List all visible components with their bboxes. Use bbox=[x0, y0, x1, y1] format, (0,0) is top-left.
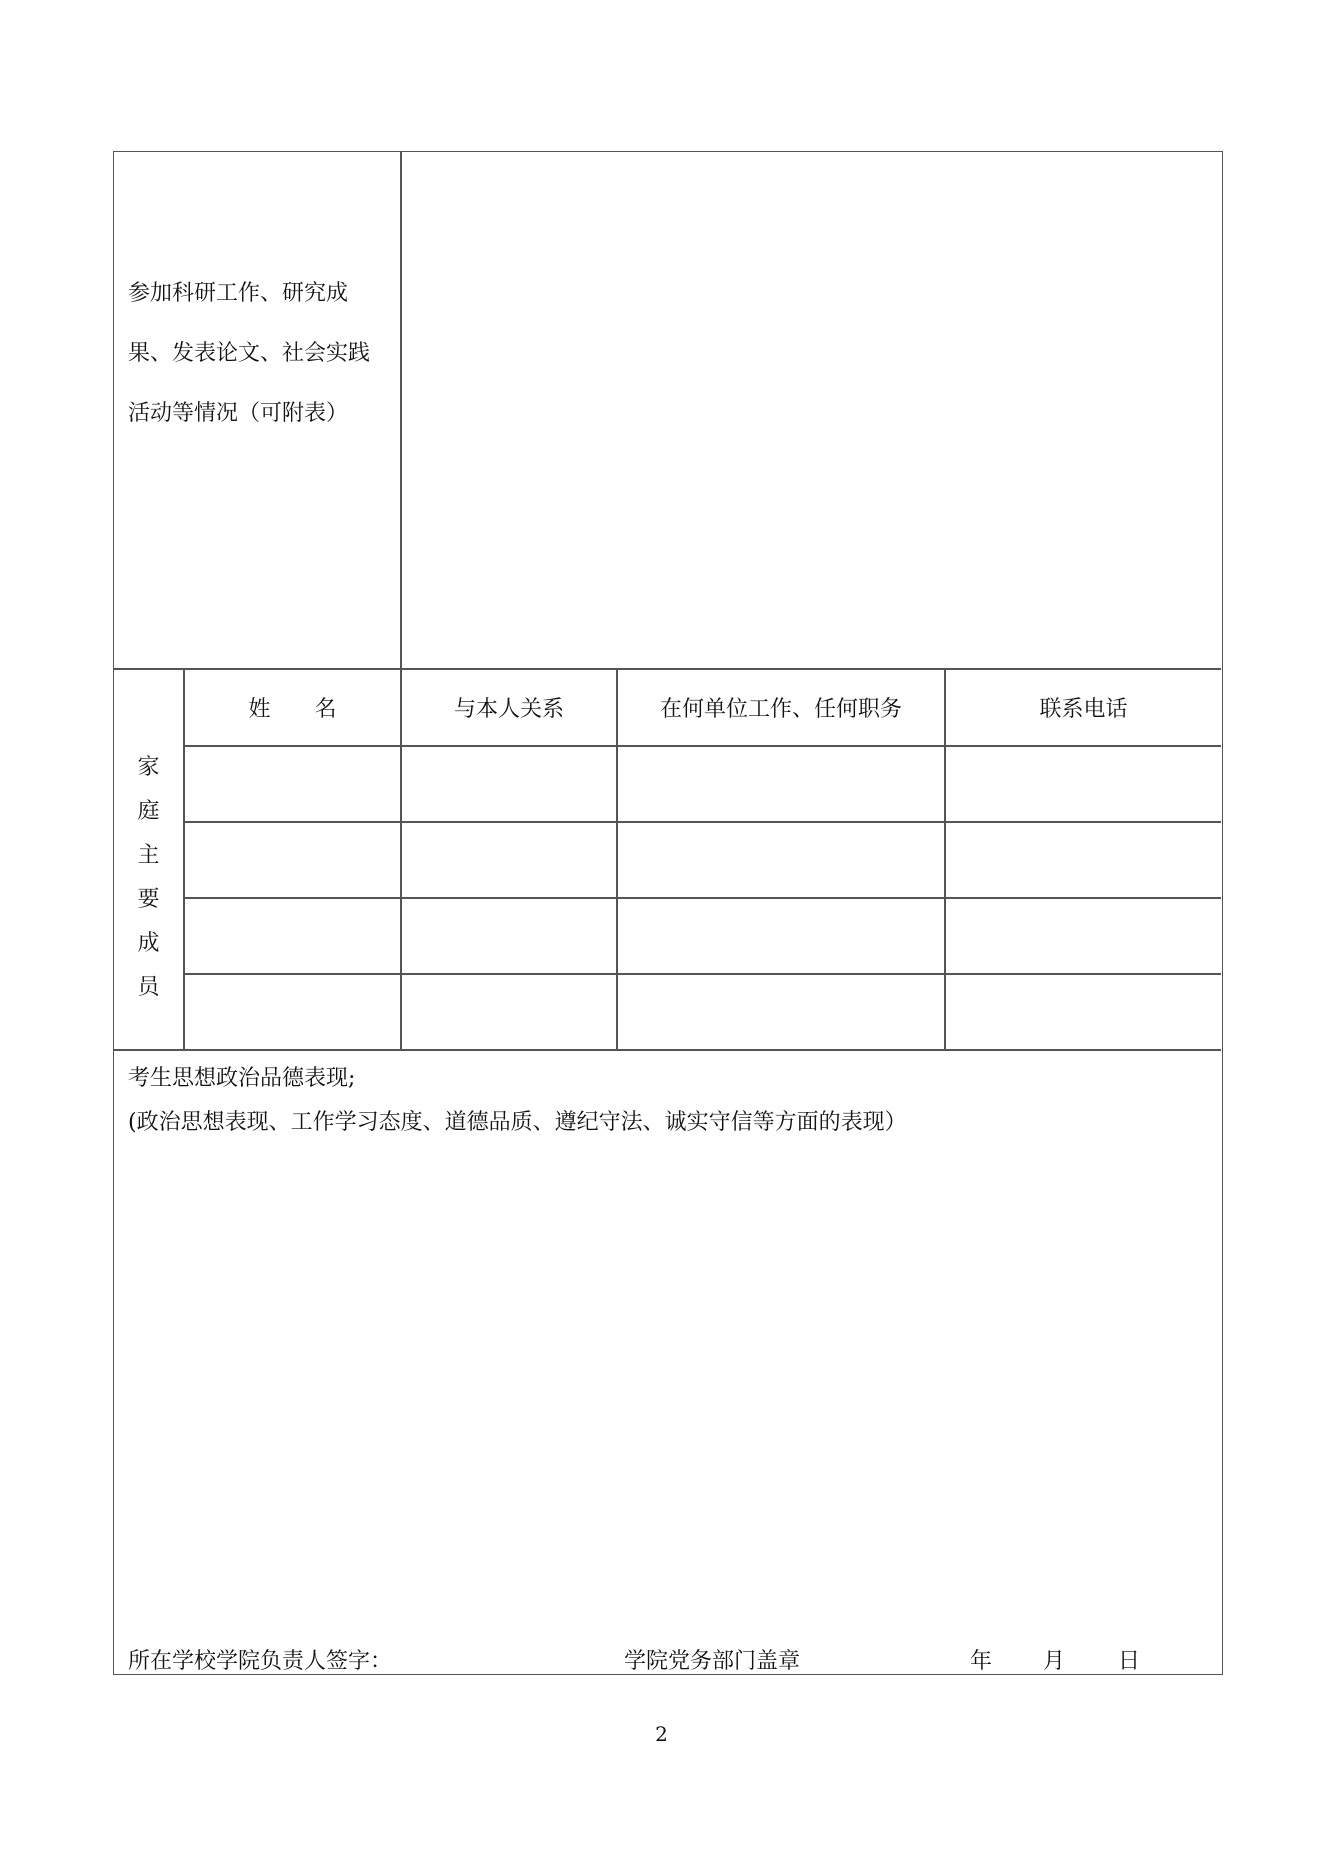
family-row-1-relation-cell[interactable] bbox=[402, 747, 616, 821]
family-row-2-relation-cell[interactable] bbox=[402, 823, 616, 897]
family-label-char: 庭 bbox=[137, 799, 160, 824]
family-row-1-name-cell[interactable] bbox=[185, 747, 400, 821]
family-row-2-phone-cell[interactable] bbox=[946, 823, 1221, 897]
family-row-4-relation-cell[interactable] bbox=[402, 975, 616, 1049]
research-activities-label bbox=[128, 264, 398, 444]
family-row-4-workplace-cell[interactable] bbox=[618, 975, 944, 1049]
school-leader-signature-label: 所在学校学院负责人签字： bbox=[128, 1649, 393, 1674]
column-header-relation: 与本人关系 bbox=[453, 697, 564, 722]
family-row-3-phone-cell[interactable] bbox=[946, 899, 1221, 973]
family-row-4-name-cell[interactable] bbox=[185, 975, 400, 1049]
row-divider-research-bottom bbox=[114, 668, 1221, 670]
family-row-2-name-cell[interactable] bbox=[185, 823, 400, 897]
column-header-phone: 联系电话 bbox=[1039, 697, 1128, 722]
family-row-1-workplace-cell[interactable] bbox=[618, 747, 944, 821]
family-members-label bbox=[114, 746, 183, 1010]
family-label-char: 要 bbox=[137, 887, 160, 912]
research-label-line: 果、发表论文、社会实践 bbox=[128, 341, 371, 366]
family-row-1-phone-cell[interactable] bbox=[946, 747, 1221, 821]
research-label-line: 参加科研工作、研究成 bbox=[128, 281, 349, 306]
family-row-3-name-cell[interactable] bbox=[185, 899, 400, 973]
page-number: 2 bbox=[655, 1722, 668, 1746]
conduct-section-subtitle: (政治思想表现、工作学习态度、道德品质、遵纪守法、诚实守信等方面的表现） bbox=[128, 1110, 907, 1135]
family-row-2-workplace-cell[interactable] bbox=[618, 823, 944, 897]
family-label-char: 家 bbox=[137, 755, 160, 780]
family-label-char: 员 bbox=[137, 975, 160, 1000]
research-label-line: 活动等情况（可附表） bbox=[128, 401, 349, 426]
family-row-3-workplace-cell[interactable] bbox=[618, 899, 944, 973]
family-row-3-relation-cell[interactable] bbox=[402, 899, 616, 973]
date-year-label: 年 bbox=[970, 1649, 993, 1674]
date-month-label: 月 bbox=[1043, 1649, 1066, 1674]
family-label-char: 成 bbox=[137, 931, 160, 956]
date-day-label: 日 bbox=[1118, 1649, 1141, 1674]
application-form-table bbox=[113, 151, 1223, 1675]
research-activities-field[interactable] bbox=[402, 152, 1220, 668]
row-divider-family-bottom bbox=[114, 1049, 1221, 1051]
conduct-evaluation-field[interactable] bbox=[114, 1147, 1220, 1627]
conduct-section-title: 考生思想政治品德表现; bbox=[128, 1066, 356, 1091]
family-row-4-phone-cell[interactable] bbox=[946, 975, 1221, 1049]
column-header-workplace: 在何单位工作、任何职务 bbox=[659, 697, 902, 722]
family-label-char: 主 bbox=[137, 843, 160, 868]
column-header-name: 姓 名 bbox=[248, 697, 337, 722]
party-office-stamp-label: 学院党务部门盖章 bbox=[624, 1649, 801, 1674]
